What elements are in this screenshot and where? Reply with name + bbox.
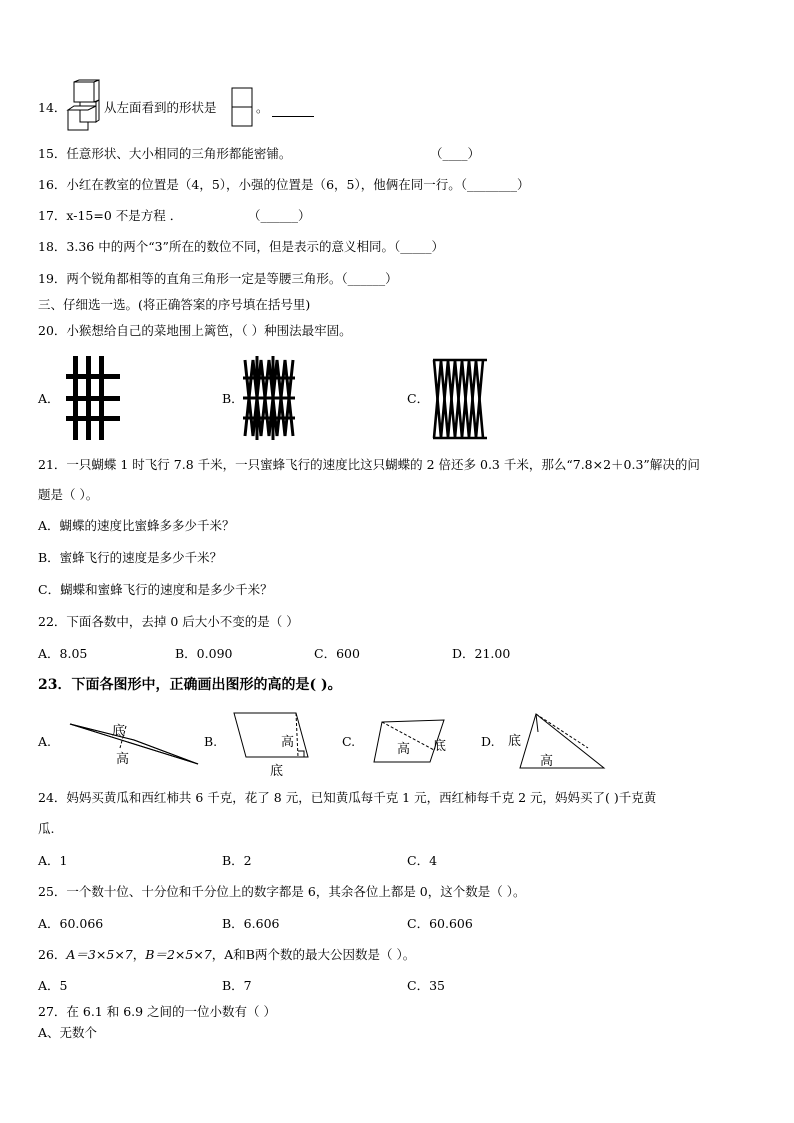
q23-figure-d-triangle — [518, 712, 606, 770]
q20-fence-diagonal-c — [432, 358, 488, 440]
q23-option-d[interactable]: D. — [481, 734, 495, 749]
q22-option-d[interactable]: D．21.00 — [452, 646, 511, 661]
q24-option-b[interactable]: B．2 — [222, 853, 252, 868]
q27-option-a[interactable]: A、无数个 — [38, 1025, 98, 1040]
q26-eq-b: B＝2×5×7 — [145, 947, 212, 962]
q21-line1: 21．一只蝴蝶 1 时飞行 7.8 千米，一只蜜蜂飞行的速度比这只蝴蝶的 2 倍还多 0.3 千米，那么“7.8×2＋0.3”解决的问 — [38, 457, 700, 472]
q26-sep: ， — [132, 947, 146, 962]
q17-text: 17．x-15=0 不是方程 ． — [38, 208, 183, 223]
q24-line1: 24．妈妈买黄瓜和西红柿共 6 千克，花了 8 元，已知黄瓜每千克 1 元，西红柿每千克 2 元，妈妈买了( )千克黄 — [38, 790, 657, 805]
q26-number: 26． — [38, 947, 67, 962]
q22-option-b[interactable]: B．0.090 — [175, 646, 233, 661]
q20-option-b[interactable]: B． — [222, 391, 244, 406]
q14-cubes-figure — [66, 80, 100, 132]
q14-text: 从左面看到的形状是 — [104, 100, 217, 115]
q23-b-height-label: 高 — [281, 735, 295, 750]
q23-figure-a-triangle — [68, 720, 200, 766]
q25-option-c[interactable]: C．60.606 — [407, 916, 473, 931]
q24-line2: 瓜. — [38, 821, 55, 836]
q23-a-base-label: 底 — [112, 724, 126, 739]
q23-c-base-label: 底 — [433, 739, 447, 754]
q21-option-b[interactable]: B．蜜蜂飞行的速度是多少千米？ — [38, 550, 223, 565]
q27-text: 27．在 6.1 和 6.9 之间的一位小数有（ ） — [38, 1004, 277, 1019]
q23-option-c[interactable]: C. — [342, 734, 356, 749]
q22-option-c[interactable]: C．600 — [314, 646, 360, 661]
q20-fence-mixed-b — [243, 356, 295, 440]
q14-number: 14． — [38, 100, 67, 115]
q23-b-base-label: 底 — [270, 764, 284, 779]
q24-option-c[interactable]: C．4 — [407, 853, 438, 868]
q23-d-height-label: 高 — [540, 754, 554, 769]
q18-text: 18．3.36 中的两个“3”所在的数位不同，但是表示的意义相同。（_____） — [38, 239, 444, 254]
q21-option-a[interactable]: A．蝴蝶的速度比蜜蜂多多少千米？ — [38, 518, 235, 533]
q15-answer-blank[interactable]: （____） — [430, 146, 481, 161]
q26-option-c[interactable]: C．35 — [407, 978, 445, 993]
q24-option-a[interactable]: A．1 — [38, 853, 68, 868]
q25-option-b[interactable]: B．6.606 — [222, 916, 280, 931]
q26-eq-a: A＝3×5×7 — [66, 947, 133, 962]
q22-text: 22．下面各数中，去掉 0 后大小不变的是（ ） — [38, 614, 299, 629]
q23-option-a[interactable]: A. — [38, 734, 52, 749]
q23-figure-b-parallelogram — [232, 711, 310, 759]
q25-option-a[interactable]: A．60.066 — [38, 916, 104, 931]
q22-option-a[interactable]: A．8.05 — [38, 646, 88, 661]
q20-option-c[interactable]: C． — [407, 391, 430, 406]
q14-shape-answer — [231, 87, 253, 127]
q20-text: 20．小猴想给自己的菜地围上篱笆，（ ）种围法最牢固。 — [38, 323, 352, 338]
q21-line2: 题是（ ）。 — [38, 487, 99, 502]
section3-heading: 三、仔细选一选。(将正确答案的序号填在括号里) — [38, 297, 311, 312]
q20-option-a[interactable]: A． — [38, 391, 60, 406]
q19-text: 19．两个锐角都相等的直角三角形一定是等腰三角形。（______） — [38, 271, 398, 286]
q23-text: 23．下面各图形中，正确画出图形的高的是( )。 — [38, 677, 342, 693]
q20-fence-grid-a — [66, 356, 120, 440]
q23-a-height-label: 高 — [116, 752, 130, 767]
q26-text — [38, 947, 415, 963]
q14-end: 。 — [256, 100, 269, 115]
q23-option-b[interactable]: B. — [204, 734, 218, 749]
q16-text: 16．小红在教室的位置是（4，5），小强的位置是（6，5），他俩在同一行。（________） — [38, 177, 530, 192]
q23-c-height-label: 高 — [397, 742, 411, 757]
q15-text: 15．任意形状、大小相同的三角形都能密铺。 — [38, 146, 292, 161]
q26-option-b[interactable]: B．7 — [222, 978, 252, 993]
q17-answer-blank[interactable]: （______） — [248, 208, 311, 223]
q25-text: 25．一个数十位、十分位和千分位上的数字都是 6，其余各位上都是 0，这个数是（ ）。 — [38, 884, 526, 899]
q14-blank[interactable] — [272, 100, 314, 117]
q26-option-a[interactable]: A．5 — [38, 978, 68, 993]
q21-option-c[interactable]: C．蝴蝶和蜜蜂飞行的速度和是多少千米？ — [38, 582, 273, 597]
q26-rest: ，A和B两个数的最大公因数是（ ）。 — [211, 947, 416, 962]
q23-d-base-label: 底 — [508, 734, 522, 749]
